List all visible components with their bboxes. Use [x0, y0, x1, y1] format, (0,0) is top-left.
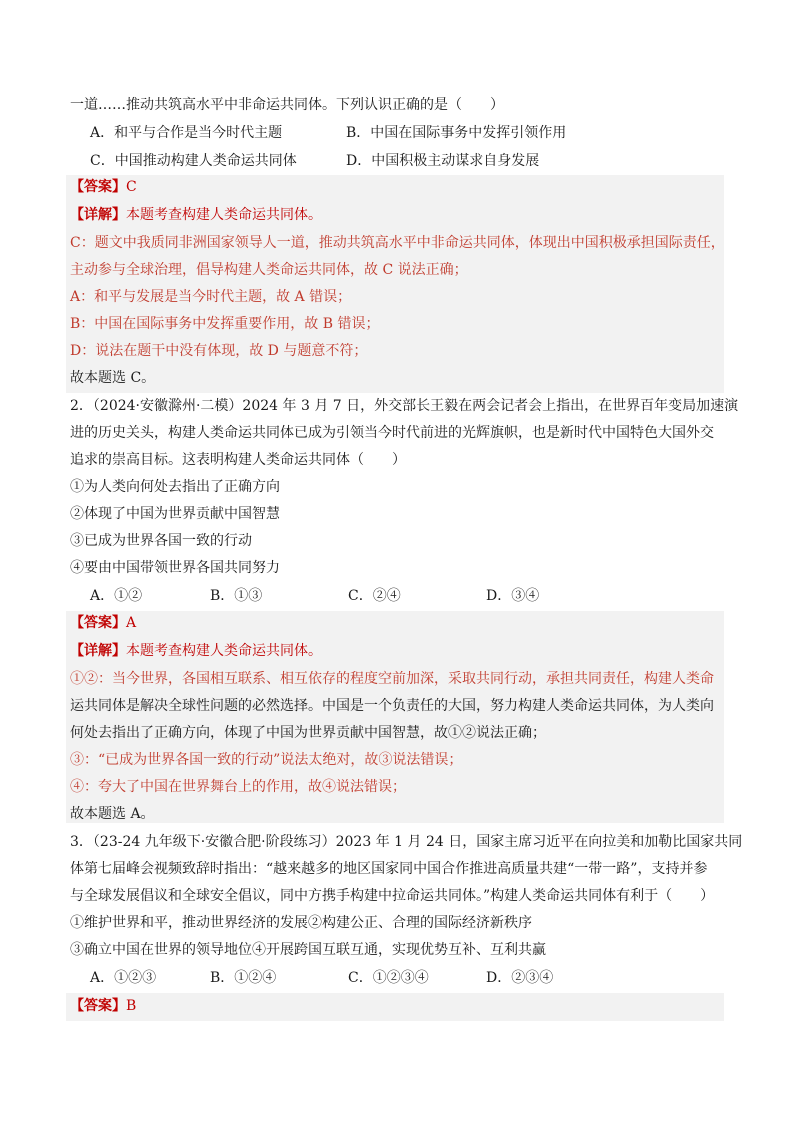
q2-option-a: A．①② — [90, 588, 143, 604]
q1-analysis-line: C：题文中我质同非洲国家领导人一道，推动共筑高水平中非命运共同体，体现出中国积极承担国际责任， — [70, 235, 725, 251]
q1-conclusion: 故本题选 C。 — [70, 370, 156, 386]
q1-stem: 一道……推动共筑高水平中非命运共同体。下列认识正确的是（ ） — [70, 97, 504, 113]
q1-option-b: B．中国在国际事务中发挥引领作用 — [346, 125, 567, 141]
q2-analysis-line: 运共同体是解决全球性问题的必然选择。中国是一个负责任的大国，努力构建人类命运共同体，为人类向 — [70, 698, 714, 714]
q2-analysis-line: ③：“已成为世界各国一致的行动”说法太绝对，故③说法错误； — [70, 752, 463, 768]
q2-detail — [70, 642, 322, 660]
q3-answer — [70, 997, 136, 1015]
q2-analysis-line: ①②：当今世界，各国相互联系、相互依存的程度空前加深，采取共同行动，承担共同责任，构建人类命 — [70, 671, 714, 687]
q2-analysis-line: ④：夸大了中国在世界舞台上的作用，故④说法错误； — [70, 779, 406, 795]
detail-intro: 本题考查构建人类命运共同体。 — [126, 207, 322, 223]
q3-stem-line: 3．（23-24 九年级下·安徽合肥·阶段练习）2023 年 1 月 24 日，国家主席习近平在向拉美和加勒比国家共同 — [70, 834, 743, 850]
q1-analysis-line: A：和平与发展是当今时代主题，故 A 错误； — [70, 289, 352, 305]
q3-option-b: B．①②④ — [210, 970, 277, 986]
q2-statement: ①为人类向何处去指出了正确方向 — [70, 479, 280, 495]
q2-statement: ②体现了中国为世界贡献中国智慧 — [70, 506, 280, 522]
q2-stem-line: 追求的崇高目标。这表明构建人类命运共同体（ ） — [70, 452, 406, 468]
detail-intro: 本题考查构建人类命运共同体。 — [126, 643, 322, 659]
q3-stem-line: 体第七届峰会视频致辞时指出：“越来越多的地区国家同中国合作推进高质量共建“一带一路”，支持并参 — [70, 861, 708, 877]
q3-option-d: D．②③④ — [486, 970, 554, 986]
q1-analysis-line: 主动参与全球治理，倡导构建人类命运共同体，故 C 说法正确； — [70, 262, 468, 278]
q1-answer — [70, 178, 137, 196]
q3-statement: ③确立中国在世界的领导地位④开展跨国互联互通，实现优势互补、互利共赢 — [70, 942, 546, 958]
q2-conclusion: 故本题选 A。 — [70, 806, 155, 822]
q3-statement: ①维护世界和平，推动世界经济的发展②构建公正、合理的国际经济新秩序 — [70, 915, 532, 931]
q2-analysis-line: 何处去指出了正确方向，体现了中国为世界贡献中国智慧，故①②说法正确； — [70, 725, 546, 741]
q2-option-c: C．②④ — [348, 588, 401, 604]
q1-option-c: C．中国推动构建人类命运共同体 — [90, 153, 297, 169]
q3-stem-line: 与全球发展倡议和全球安全倡议，同中方携手构建中拉命运共同体。”构建人类命运共同体有利于（ ） — [70, 888, 715, 904]
q1-detail — [70, 206, 322, 224]
answer-value: C — [126, 179, 137, 195]
q3-answer-panel — [66, 993, 724, 1021]
q1-analysis-line: B：中国在国际事务中发挥重要作用，故 B 错误； — [70, 316, 380, 332]
answer-label: 【答案】 — [70, 615, 126, 631]
q2-statement: ④要由中国带领世界各国共同努力 — [70, 560, 280, 576]
q2-stem-line: 2．（2024·安徽滁州·二模）2024 年 3 月 7 日，外交部长王毅在两会记者会上指出，在世界百年变局加速演 — [70, 398, 739, 414]
answer-label: 【答案】 — [70, 998, 126, 1014]
q2-statement: ③已成为世界各国一致的行动 — [70, 533, 252, 549]
q2-option-b: B．①③ — [210, 588, 263, 604]
answer-value: A — [126, 615, 137, 631]
answer-value: B — [126, 998, 137, 1014]
detail-label: 【详解】 — [70, 643, 126, 659]
q3-option-a: A．①②③ — [90, 970, 157, 986]
detail-label: 【详解】 — [70, 207, 126, 223]
q1-analysis-line: D：说法在题干中没有体现，故 D 与题意不符； — [70, 343, 368, 359]
q2-stem-line: 进的历史关头，构建人类命运共同体已成为引领当今时代前进的光辉旗帜，也是新时代中国特色大国外交 — [70, 425, 714, 441]
q2-option-d: D．③④ — [486, 588, 540, 604]
answer-label: 【答案】 — [70, 179, 126, 195]
q1-option-a: A．和平与合作是当今时代主题 — [90, 125, 283, 141]
q3-option-c: C．①②③④ — [348, 970, 429, 986]
q2-answer — [70, 614, 136, 632]
q1-option-d: D．中国积极主动谋求自身发展 — [346, 153, 540, 169]
